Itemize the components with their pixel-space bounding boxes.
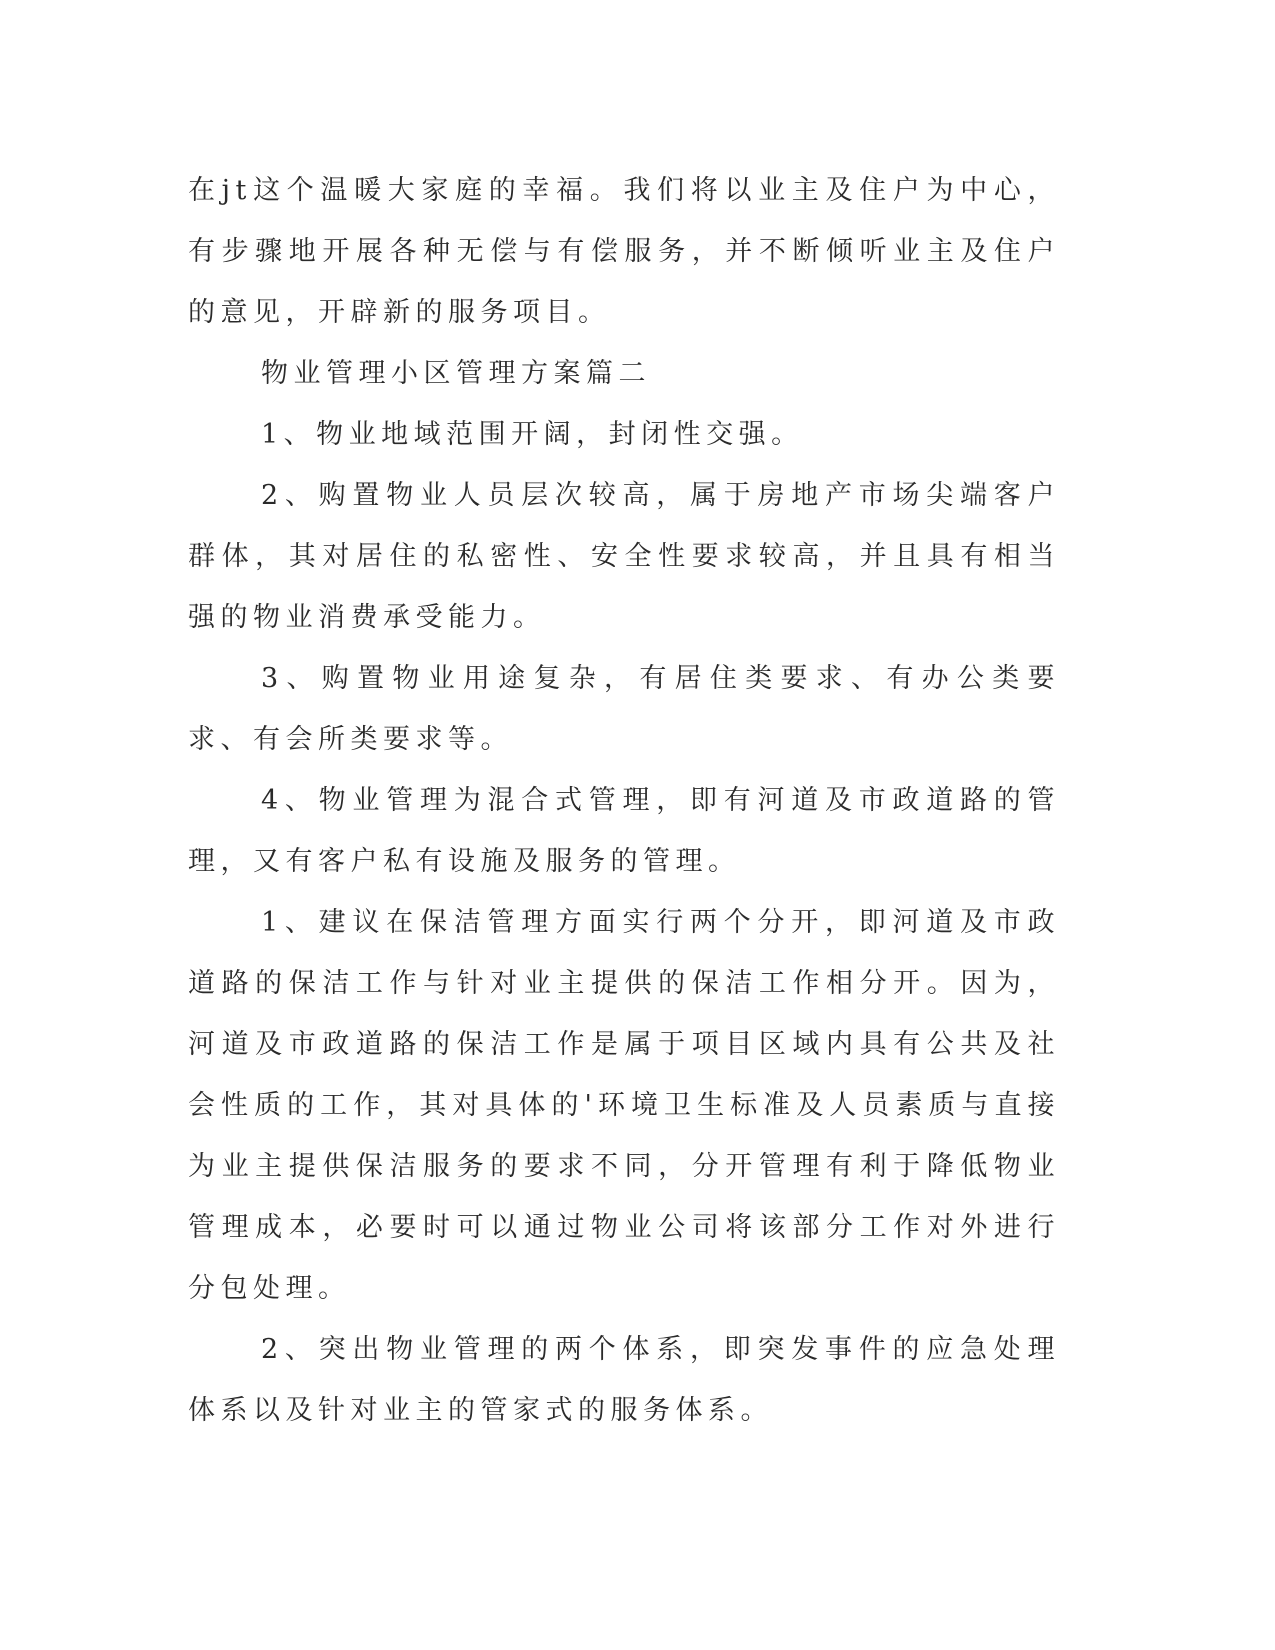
paragraph-feature-4: 4、物业管理为混合式管理，即有河道及市政道路的管理，又有客户私有设施及服务的管理。 bbox=[188, 785, 1060, 877]
paragraph-feature-2: 2、购置物业人员层次较高，属于房地产市场尖端客户群体，其对居住的私密性、安全性要求较高，并且具有相当强的物业消费承受能力。 bbox=[188, 480, 1060, 633]
paragraph-feature-1: 1、物业地域范围开阔，封闭性交强。 bbox=[261, 419, 804, 450]
paragraph-suggestion-1: 1、建议在保洁管理方面实行两个分开，即河道及市政道路的保洁工作与针对业主提供的保洁工作相分开。因为，河道及市政道路的保洁工作是属于项目区域内具有公共及社会性质的工作，其对具体的'环境卫生标准及人员素质与直接为业主提供保洁服务的要求不同，分开管理有利于降低物业管理成本，必要时可以通过物业公司将该部分工作对外进行分包处理。 bbox=[188, 907, 1060, 1304]
section-heading: 物业管理小区管理方案篇二 bbox=[261, 358, 651, 389]
paragraph-suggestion-2: 2、突出物业管理的两个体系，即突发事件的应急处理体系以及针对业主的管家式的服务体系。 bbox=[188, 1334, 1060, 1426]
paragraph-intro-continuation: 在jt这个温暖大家庭的幸福。我们将以业主及住户为中心，有步骤地开展各种无偿与有偿服务，并不断倾听业主及住户的意见，开辟新的服务项目。 bbox=[188, 175, 1060, 328]
paragraph-feature-3: 3、购置物业用途复杂，有居住类要求、有办公类要求、有会所类要求等。 bbox=[188, 663, 1060, 755]
document-body bbox=[188, 160, 1060, 1441]
